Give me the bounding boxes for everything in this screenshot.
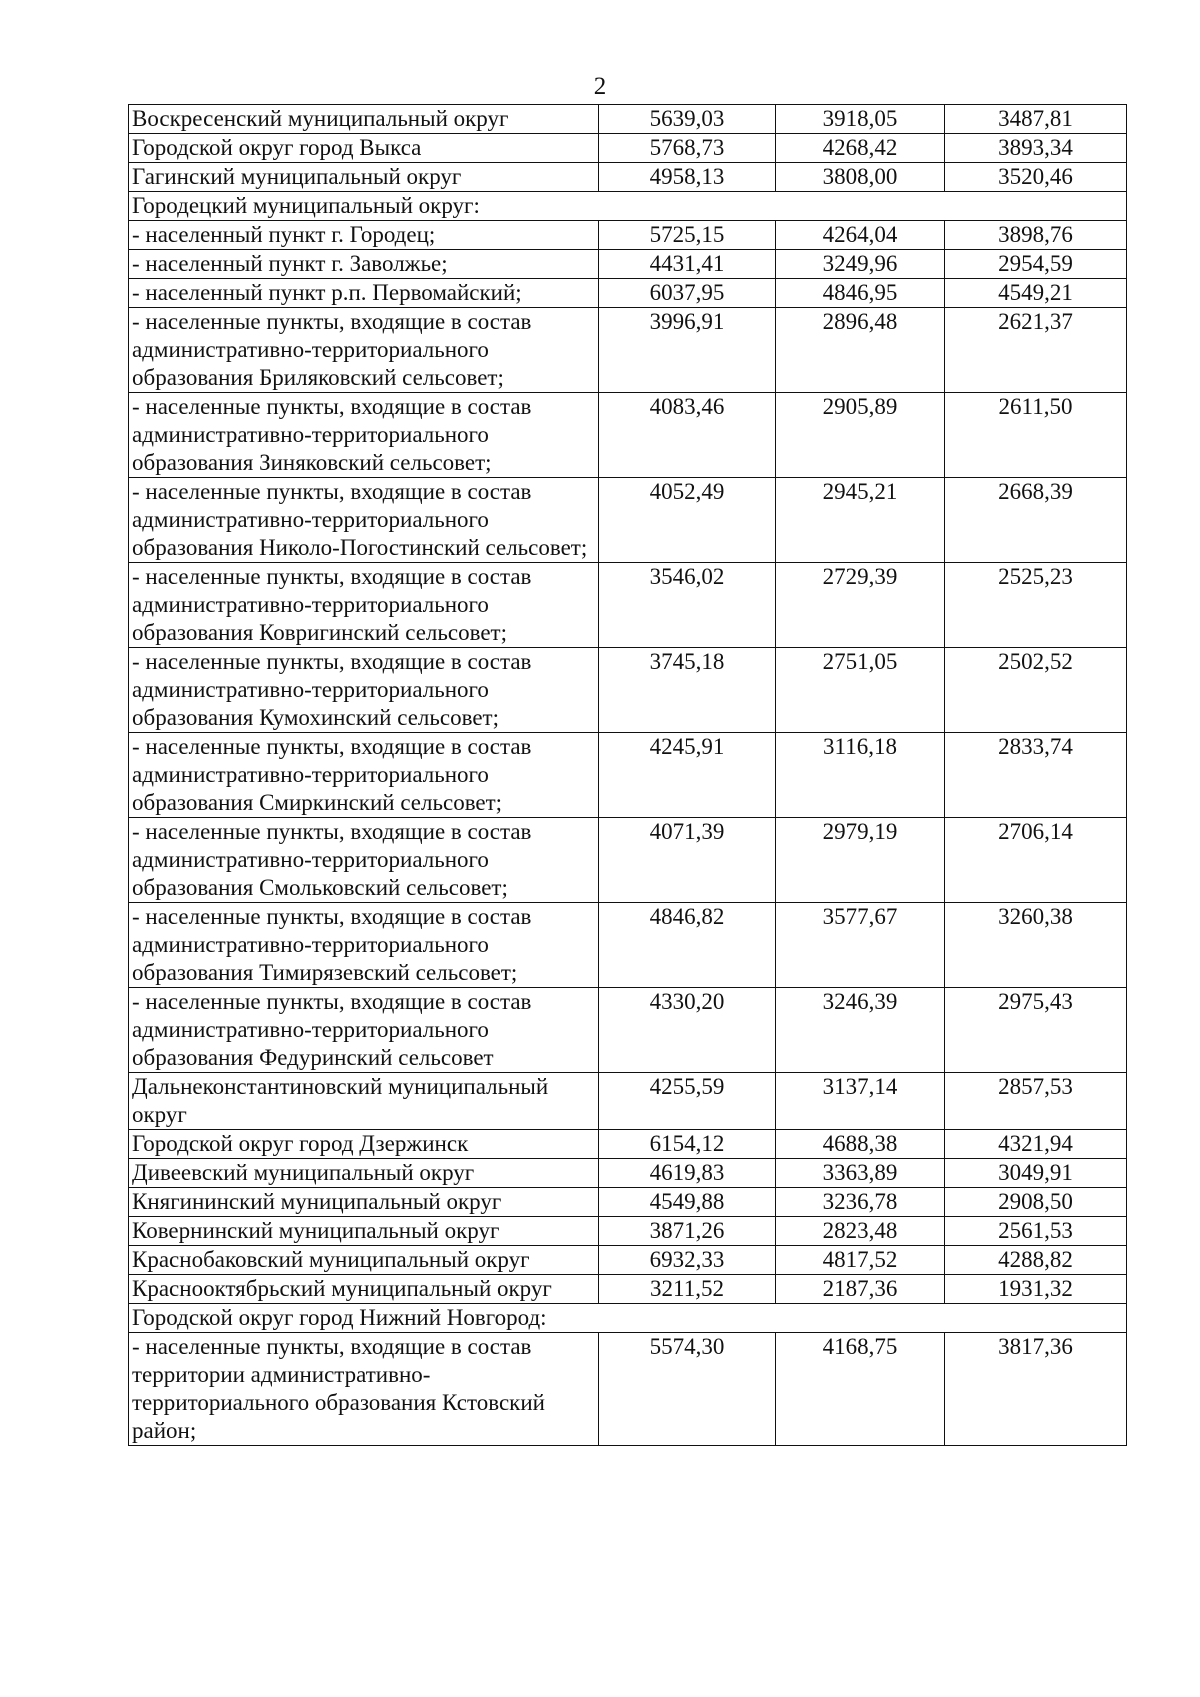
value-cell-3: 3049,91 <box>945 1159 1127 1188</box>
value-cell-2: 4846,95 <box>776 279 945 308</box>
value-cell-1: 5574,30 <box>599 1333 776 1446</box>
value-cell-3: 2706,14 <box>945 818 1127 903</box>
value-cell-1: 4330,20 <box>599 988 776 1073</box>
territory-name-cell: - населенные пункты, входящие в состав административно-территориального образования Тимирязевский сельсовет; <box>129 903 599 988</box>
value-cell-3: 3260,38 <box>945 903 1127 988</box>
territory-name-cell: - населенные пункты, входящие в состав территории административно-территориального образования Кстовский район; <box>129 1333 599 1446</box>
value-cell-1: 4846,82 <box>599 903 776 988</box>
territory-name-cell: Краснооктябрьский муниципальный округ <box>129 1275 599 1304</box>
territory-name-cell: Дивеевский муниципальный округ <box>129 1159 599 1188</box>
value-cell-2: 3246,39 <box>776 988 945 1073</box>
section-heading: Городецкий муниципальный округ: <box>129 192 1127 221</box>
table-row <box>129 1217 1127 1246</box>
value-cell-1: 6154,12 <box>599 1130 776 1159</box>
value-cell-2: 3249,96 <box>776 250 945 279</box>
territory-name-cell: - населенные пункты, входящие в состав административно-территориального образования Смиркинский сельсовет; <box>129 733 599 818</box>
value-cell-3: 2611,50 <box>945 393 1127 478</box>
value-cell-3: 2975,43 <box>945 988 1127 1073</box>
territory-name-cell: Княгининский муниципальный округ <box>129 1188 599 1217</box>
table-row <box>129 903 1127 988</box>
tariff-table <box>128 104 1127 1446</box>
value-cell-1: 6932,33 <box>599 1246 776 1275</box>
value-cell-2: 3363,89 <box>776 1159 945 1188</box>
territory-name-cell: Гагинский муниципальный округ <box>129 163 599 192</box>
table-row <box>129 648 1127 733</box>
section-row <box>129 192 1127 221</box>
value-cell-3: 2668,39 <box>945 478 1127 563</box>
value-cell-2: 2896,48 <box>776 308 945 393</box>
territory-name-cell: - населенные пункты, входящие в состав административно-территориального образования Бриляковский сельсовет; <box>129 308 599 393</box>
territory-name-cell: - населенный пункт г. Городец; <box>129 221 599 250</box>
value-cell-3: 2908,50 <box>945 1188 1127 1217</box>
value-cell-1: 3996,91 <box>599 308 776 393</box>
value-cell-1: 4245,91 <box>599 733 776 818</box>
table-row <box>129 1073 1127 1130</box>
table-row <box>129 733 1127 818</box>
value-cell-3: 2621,37 <box>945 308 1127 393</box>
table-row <box>129 250 1127 279</box>
value-cell-3: 3817,36 <box>945 1333 1127 1446</box>
table-row <box>129 134 1127 163</box>
territory-name-cell: - населенный пункт р.п. Первомайский; <box>129 279 599 308</box>
value-cell-2: 2945,21 <box>776 478 945 563</box>
table-row <box>129 279 1127 308</box>
value-cell-1: 4083,46 <box>599 393 776 478</box>
territory-name-cell: - населенный пункт г. Заволжье; <box>129 250 599 279</box>
territory-name-cell: - населенные пункты, входящие в состав административно-территориального образования Зиняковский сельсовет; <box>129 393 599 478</box>
table-row <box>129 1246 1127 1275</box>
value-cell-1: 5725,15 <box>599 221 776 250</box>
territory-name-cell: - населенные пункты, входящие в состав административно-территориального образования Николо-Погостинский сельсовет; <box>129 478 599 563</box>
value-cell-1: 6037,95 <box>599 279 776 308</box>
value-cell-3: 3898,76 <box>945 221 1127 250</box>
value-cell-1: 5639,03 <box>599 105 776 134</box>
value-cell-3: 3893,34 <box>945 134 1127 163</box>
value-cell-1: 4071,39 <box>599 818 776 903</box>
value-cell-1: 4255,59 <box>599 1073 776 1130</box>
territory-name-cell: - населенные пункты, входящие в состав административно-территориального образования Ковригинский сельсовет; <box>129 563 599 648</box>
value-cell-1: 4052,49 <box>599 478 776 563</box>
section-row <box>129 1304 1127 1333</box>
value-cell-2: 3116,18 <box>776 733 945 818</box>
value-cell-2: 3236,78 <box>776 1188 945 1217</box>
territory-name-cell: Городской округ город Выкса <box>129 134 599 163</box>
table-row <box>129 308 1127 393</box>
value-cell-2: 4264,04 <box>776 221 945 250</box>
table-row <box>129 478 1127 563</box>
value-cell-3: 2502,52 <box>945 648 1127 733</box>
value-cell-1: 3871,26 <box>599 1217 776 1246</box>
value-cell-3: 4321,94 <box>945 1130 1127 1159</box>
table-row <box>129 1130 1127 1159</box>
value-cell-2: 2905,89 <box>776 393 945 478</box>
value-cell-3: 2857,53 <box>945 1073 1127 1130</box>
value-cell-2: 2729,39 <box>776 563 945 648</box>
table-row <box>129 988 1127 1073</box>
value-cell-2: 4688,38 <box>776 1130 945 1159</box>
value-cell-3: 3520,46 <box>945 163 1127 192</box>
territory-name-cell: - населенные пункты, входящие в состав административно-территориального образования Смольковский сельсовет; <box>129 818 599 903</box>
value-cell-3: 2525,23 <box>945 563 1127 648</box>
table-row <box>129 1159 1127 1188</box>
value-cell-3: 1931,32 <box>945 1275 1127 1304</box>
territory-name-cell: Краснобаковский муниципальный округ <box>129 1246 599 1275</box>
territory-name-cell: - населенные пункты, входящие в состав административно-территориального образования Федуринский сельсовет <box>129 988 599 1073</box>
value-cell-2: 3918,05 <box>776 105 945 134</box>
territory-name-cell: - населенные пункты, входящие в состав административно-территориального образования Кумохинский сельсовет; <box>129 648 599 733</box>
value-cell-2: 2187,36 <box>776 1275 945 1304</box>
table-row <box>129 563 1127 648</box>
value-cell-2: 4817,52 <box>776 1246 945 1275</box>
table-row <box>129 105 1127 134</box>
table-row <box>129 1188 1127 1217</box>
value-cell-3: 2833,74 <box>945 733 1127 818</box>
value-cell-1: 4619,83 <box>599 1159 776 1188</box>
value-cell-1: 4431,41 <box>599 250 776 279</box>
territory-name-cell: Дальнеконстантиновский муниципальный округ <box>129 1073 599 1130</box>
value-cell-2: 3137,14 <box>776 1073 945 1130</box>
territory-name-cell: Городской округ город Дзержинск <box>129 1130 599 1159</box>
value-cell-2: 3577,67 <box>776 903 945 988</box>
table-row <box>129 1333 1127 1446</box>
value-cell-2: 4268,42 <box>776 134 945 163</box>
table-row <box>129 163 1127 192</box>
value-cell-1: 3211,52 <box>599 1275 776 1304</box>
value-cell-3: 4549,21 <box>945 279 1127 308</box>
table-row <box>129 393 1127 478</box>
value-cell-2: 2979,19 <box>776 818 945 903</box>
table-row <box>129 221 1127 250</box>
page-number: 2 <box>593 73 607 100</box>
territory-name-cell: Воскресенский муниципальный округ <box>129 105 599 134</box>
value-cell-2: 3808,00 <box>776 163 945 192</box>
value-cell-2: 4168,75 <box>776 1333 945 1446</box>
value-cell-3: 2561,53 <box>945 1217 1127 1246</box>
value-cell-1: 3546,02 <box>599 563 776 648</box>
value-cell-2: 2823,48 <box>776 1217 945 1246</box>
value-cell-1: 4549,88 <box>599 1188 776 1217</box>
territory-name-cell: Ковернинский муниципальный округ <box>129 1217 599 1246</box>
value-cell-1: 4958,13 <box>599 163 776 192</box>
value-cell-3: 4288,82 <box>945 1246 1127 1275</box>
value-cell-1: 3745,18 <box>599 648 776 733</box>
value-cell-3: 2954,59 <box>945 250 1127 279</box>
table-row <box>129 1275 1127 1304</box>
section-heading: Городской округ город Нижний Новгород: <box>129 1304 1127 1333</box>
value-cell-2: 2751,05 <box>776 648 945 733</box>
value-cell-1: 5768,73 <box>599 134 776 163</box>
table-row <box>129 818 1127 903</box>
value-cell-3: 3487,81 <box>945 105 1127 134</box>
table-body <box>129 105 1127 1446</box>
